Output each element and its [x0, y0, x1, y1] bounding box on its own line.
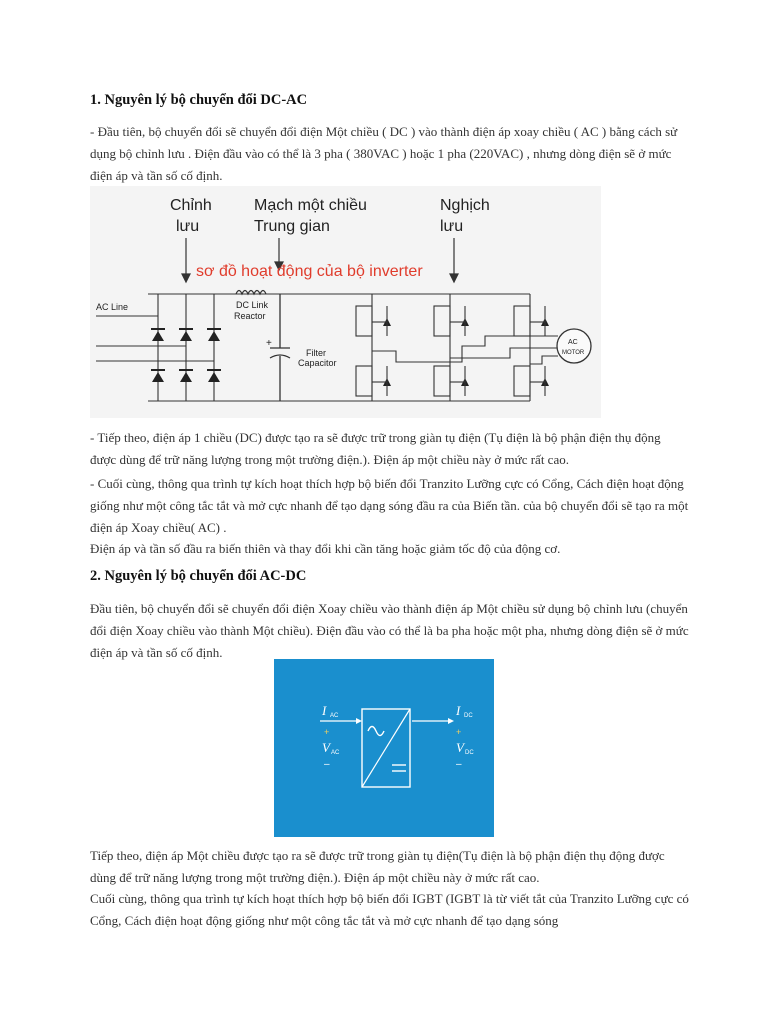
label-i-dc-subscript: DC: [464, 713, 473, 719]
label-inverter-line2: lưu: [440, 218, 464, 235]
arrow-i-dc-head: [448, 718, 454, 724]
section-1-paragraph-4: Điện áp và tần số đầu ra biến thiên và thay đổi khi cần tăng hoặc giảm tốc độ của động cơ.: [90, 541, 561, 556]
arrow-i-ac-head: [356, 718, 362, 724]
label-i-ac: I: [322, 703, 327, 718]
label-v-ac: V: [322, 740, 330, 755]
dc-symbol-icon: [392, 765, 406, 771]
label-dc-link-line2: Trung gian: [254, 218, 330, 235]
label-v-dc-subscript: DC: [465, 750, 474, 756]
inverter-diode-wires: [372, 306, 545, 396]
section-2-paragraph-3: Cuối cùng, thông qua trình tự kích hoạt thích hợp bộ biến đổi IGBT (IGBT là từ viết tắt của Tranzito Lưỡng cực có Cổng, Cách điện hoạt động giống như một công tắc tắt và mở cực nhanh để tạo dạng sóng: [90, 891, 689, 928]
label-filter-2: Capacitor: [298, 358, 337, 368]
converter-diagonal: [362, 709, 410, 787]
rectifier-bridge: [148, 294, 530, 401]
inverter-freewheel-diodes: [383, 318, 549, 386]
section-2-paragraph-2: Tiếp theo, điện áp Một chiều được tạo ra sẽ được trữ trong giàn tụ điện(Tụ điện là bộ phận điện thụ động được dùng để trữ năng lượng trong một trường điện.). Điện áp một chiều này ở mức rất cao.: [90, 848, 665, 885]
section-2-heading: 2. Nguyên lý bộ chuyển đổi AC-DC: [90, 568, 307, 584]
section-2-paragraph-1: Đầu tiên, bộ chuyển đổi sẽ chuyển đổi điện Xoay chiều vào thành điện áp Một chiều sử dụng bộ chỉnh lưu (chuyển đổi điện Xoay chiều vào thành Một chiều). Điện đầu vào có thể là ba pha hoặc một pha, nhưng dòng điện sẽ ở mức điện áp và tần số cố định.: [90, 601, 689, 660]
section-1-paragraph-3: - Cuối cùng, thông qua trình tự kích hoạt thích hợp bộ biến đổi Tranzito Lưỡng cực có Cổng, Cách điện hoạt động giống như một công tắc tắt và mở cực nhanh để tạo dạng sóng đầu ra của Biến tần. của bộ chuyển đổi sẽ tạo ra một điện áp Xoay chiều( AC) .: [90, 476, 689, 535]
label-rectifier-line2: lưu: [176, 218, 200, 235]
section-1-paragraph-1: - Đầu tiên, bộ chuyển đổi sẽ chuyển đổi điện Một chiều ( DC ) vào thành điện áp xoay chiều ( AC ) bằng cách sử dụng bộ chỉnh lưu . Điện đầu vào có thể là 3 pha ( 380VAC ) hoặc 1 pha (220VAC) , nhưng dòng điện sẽ ở mức điện áp và tần số cố định.: [90, 124, 678, 183]
label-v-dc: V: [456, 740, 464, 755]
ac-dc-converter-figure: [274, 659, 494, 837]
diagram-title: sơ đồ hoạt động của bộ inverter: [196, 263, 423, 280]
label-i-ac-subscript: AC: [330, 713, 339, 719]
label-motor-1: AC: [568, 339, 578, 346]
label-i-dc: I: [456, 703, 461, 718]
ac-motor-circle: [557, 329, 591, 363]
label-v-ac-subscript: AC: [331, 750, 340, 756]
label-filter-1: Filter: [306, 348, 326, 358]
label-dc-link-line1: Mạch một chiều: [254, 197, 367, 214]
ac-wave-icon: [368, 727, 384, 736]
section-1-paragraph-2: - Tiếp theo, điện áp 1 chiều (DC) được tạo ra sẽ được trữ trong giàn tụ điện (Tụ điện là bộ phận điện thụ động được dùng để trữ năng lượng trong một trường điện.). Điện áp một chiều này ở mức rất cao.: [90, 430, 661, 467]
v-dc-plus-sign: +: [456, 727, 462, 737]
label-dc-link-2: Reactor: [234, 311, 266, 321]
v-ac-plus-sign: +: [324, 727, 330, 737]
label-inverter-line1: Nghịch: [440, 197, 490, 214]
label-motor-2: MOTOR: [562, 350, 585, 356]
inverter-diagram-figure: [90, 186, 601, 418]
inverter-diagram: [90, 186, 601, 418]
v-ac-minus-sign: –: [324, 759, 330, 770]
label-rectifier-line1: Chỉnh: [170, 197, 212, 214]
section-1-heading: 1. Nguyên lý bộ chuyển đổi DC-AC: [90, 92, 308, 108]
ac-dc-converter-diagram: [274, 659, 494, 837]
filter-capacitor: [270, 294, 290, 401]
label-ac-line: AC Line: [96, 302, 129, 312]
v-dc-minus-sign: –: [456, 759, 462, 770]
label-dc-link-1: DC Link: [236, 300, 269, 310]
capacitor-plus-sign: +: [266, 338, 272, 349]
